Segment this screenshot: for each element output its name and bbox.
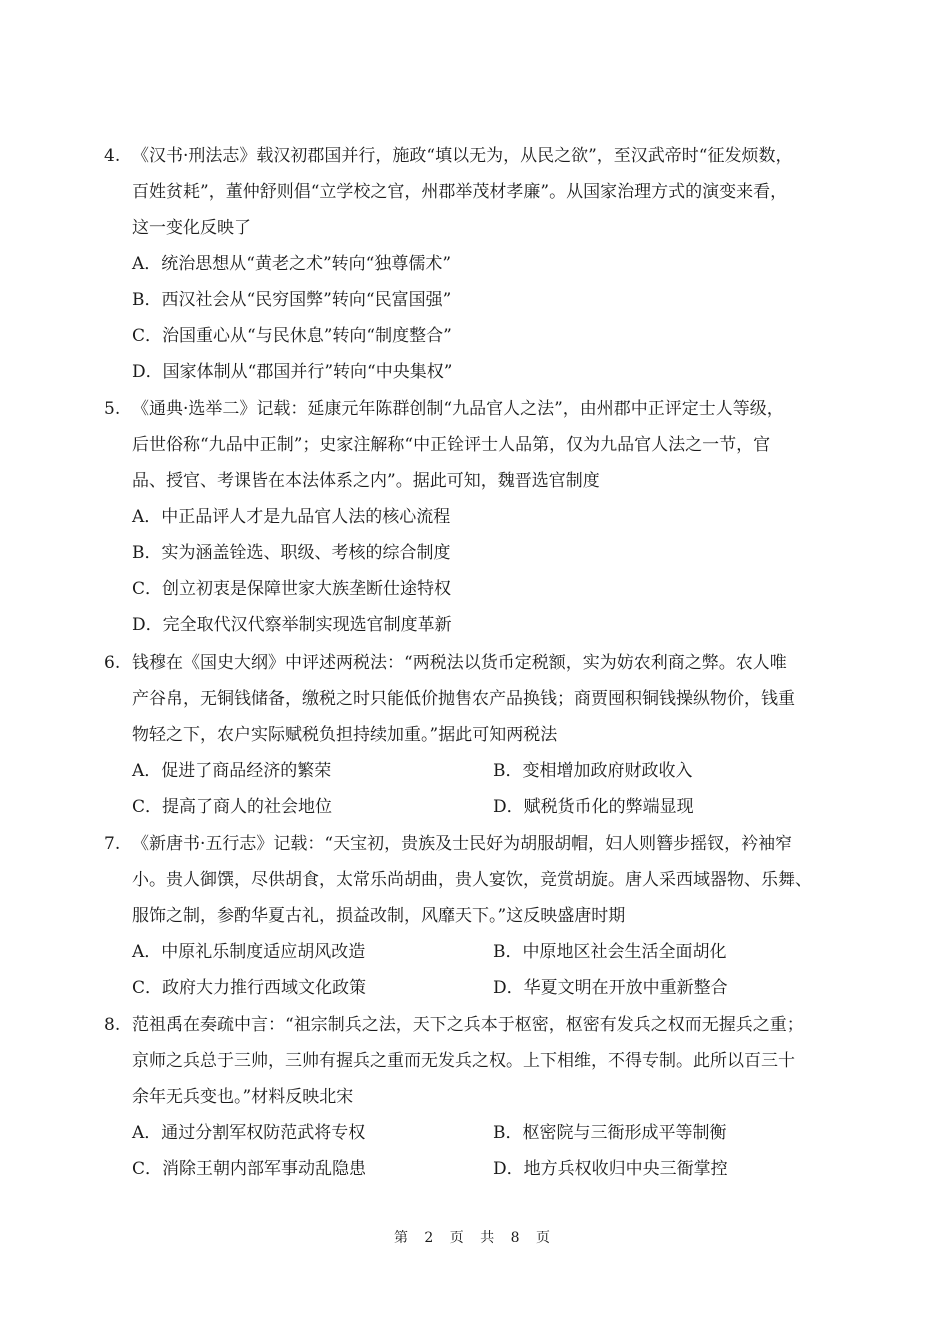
question-stem-line: 4. 《汉书·刑法志》载汉初郡国并行，施政“填以无为，从民之欲”，至汉武帝时“征发烦数， bbox=[104, 138, 864, 174]
question-stem-line: 物轻之下，农户实际赋税负担持续加重。”据此可知两税法 bbox=[132, 725, 558, 745]
option-c: C．创立初衷是保障世家大族垄断仕途特权 bbox=[132, 579, 452, 599]
option-d: D．国家体制从“郡国并行”转向“中央集权” bbox=[132, 362, 453, 382]
option-c: C．政府大力推行西域文化政策 bbox=[132, 978, 367, 998]
option-c: C．提高了商人的社会地位 bbox=[132, 797, 333, 817]
option-c: C．治国重心从“与民休息”转向“制度整合” bbox=[132, 326, 452, 346]
page-number-footer: 第 2 页 共 8 页 bbox=[393, 1230, 557, 1246]
question-stem-line: 6. 钱穆在《国史大纲》中评述两税法：“两税法以货币定税额，实为妨农利商之弊。农人唯 bbox=[104, 645, 864, 681]
question-number: 8. bbox=[104, 1015, 121, 1035]
option-b: B．实为涵盖铨选、职级、考核的综合制度 bbox=[132, 543, 451, 563]
question-stem-line: 5. 《通典·选举二》记载：延康元年陈群创制“九品官人之法”，由州郡中正评定士人等级， bbox=[104, 391, 864, 427]
question-number: 4. bbox=[104, 146, 121, 166]
question-number: 7. bbox=[104, 834, 121, 854]
option-b: B．中原地区社会生活全面胡化 bbox=[493, 942, 727, 962]
option-d: D．地方兵权收归中央三衙掌控 bbox=[493, 1159, 728, 1179]
question-number: 5. bbox=[104, 399, 121, 419]
option-a: A．中原礼乐制度适应胡风改造 bbox=[132, 942, 366, 962]
question-stem-line: 百姓贫耗”，董仲舒则倡“立学校之官，州郡举茂材孝廉”。从国家治理方式的演变来看， bbox=[132, 182, 788, 202]
question-7 bbox=[104, 826, 864, 1006]
option-c: C．消除王朝内部军事动乱隐患 bbox=[132, 1159, 367, 1179]
question-stem-line: 京师之兵总于三帅，三帅有握兵之重而无发兵之权。上下相维，不得专制。此所以百三十 bbox=[132, 1051, 795, 1071]
question-number: 6. bbox=[104, 653, 121, 673]
option-d: D．赋税货币化的弊端显现 bbox=[493, 797, 694, 817]
question-stem-line: 后世俗称“九品中正制”；史家注解称“中正铨评士人品第，仅为九品官人法之一节，官 bbox=[132, 435, 771, 455]
question-6 bbox=[104, 645, 864, 825]
question-stem-line: 品、授官、考课皆在本法体系之内”。据此可知，魏晋选官制度 bbox=[132, 471, 600, 491]
question-stem-line: 这一变化反映了 bbox=[132, 218, 251, 238]
question-5 bbox=[104, 391, 864, 643]
option-b: B．变相增加政府财政收入 bbox=[493, 761, 693, 781]
question-stem-line: 8. 范祖禹在奏疏中言：“祖宗制兵之法，天下之兵本于枢密，枢密有发兵之权而无握兵之重； bbox=[104, 1007, 864, 1043]
option-d: D．完全取代汉代察举制实现选官制度革新 bbox=[132, 615, 452, 635]
question-stem-line: 余年无兵变也。”材料反映北宋 bbox=[132, 1087, 354, 1107]
option-b: B．枢密院与三衙形成平等制衡 bbox=[493, 1123, 727, 1143]
question-stem-line: 7. 《新唐书·五行志》记载：“天宝初，贵族及士民好为胡服胡帽，妇人则簪步摇钗，衿袖窄 bbox=[104, 826, 864, 862]
question-stem-line: 服饰之制，参酌华夏古礼，损益改制，风靡天下。”这反映盛唐时期 bbox=[132, 906, 626, 926]
question-stem-line: 小。贵人御馔，尽供胡食，太常乐尚胡曲，贵人宴饮，竞赏胡旋。唐人采西域器物、乐舞、 bbox=[132, 870, 812, 890]
option-a: A．促进了商品经济的繁荣 bbox=[132, 761, 332, 781]
option-d: D．华夏文明在开放中重新整合 bbox=[493, 978, 728, 998]
option-a: A．通过分割军权防范武将专权 bbox=[132, 1123, 366, 1143]
option-a: A．中正品评人才是九品官人法的核心流程 bbox=[132, 507, 451, 527]
question-stem-line: 产谷帛，无铜钱储备，缴税之时只能低价抛售农产品换钱；商贾囤积铜钱操纵物价，钱重 bbox=[132, 689, 795, 709]
question-4 bbox=[104, 138, 864, 390]
question-8 bbox=[104, 1007, 864, 1187]
option-a: A．统治思想从“黄老之术”转向“独尊儒术” bbox=[132, 254, 452, 274]
option-b: B．西汉社会从“民穷国弊”转向“民富国强” bbox=[132, 290, 452, 310]
